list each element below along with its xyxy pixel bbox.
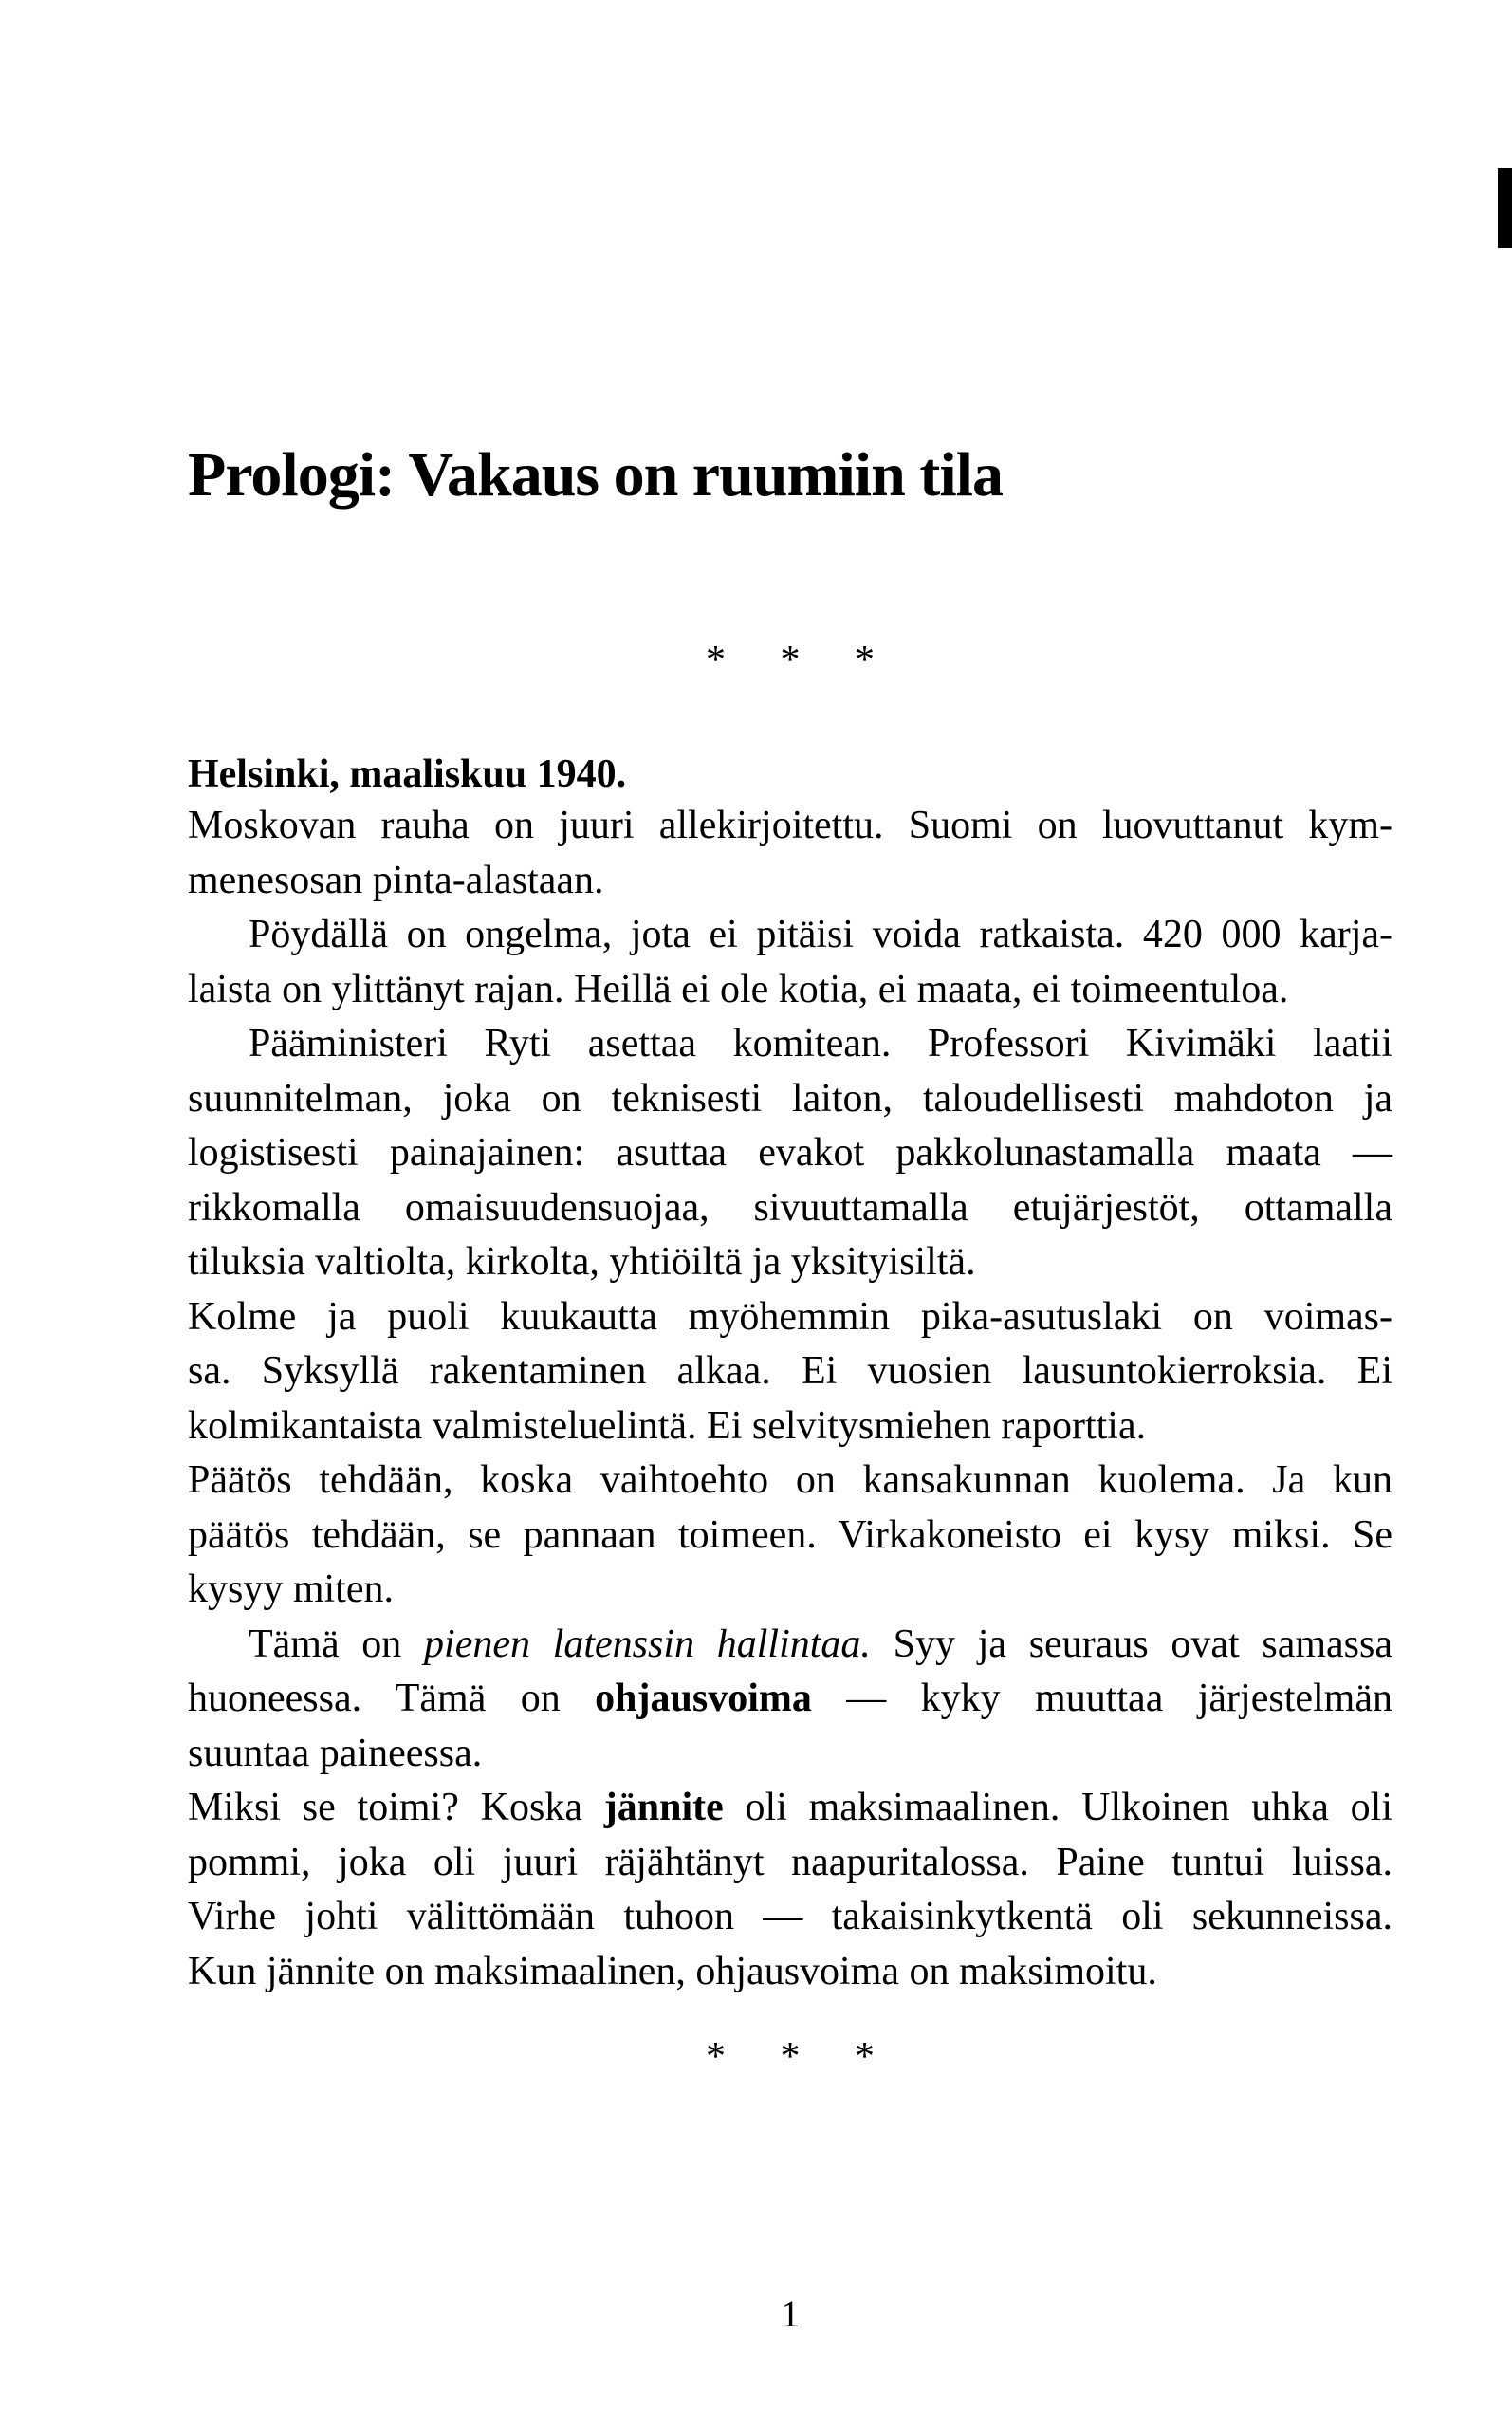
text-line bbox=[188, 1017, 1392, 1072]
text-line bbox=[188, 1781, 1392, 1836]
text-run: Kolme ja puoli kuukautta myöhemmin pika-asutuslaki on voimas- bbox=[188, 1294, 1392, 1339]
text-run: oli maksimaalinen. Ulkoinen uhka oli bbox=[723, 1786, 1392, 1829]
text-run: huoneessa. Tämä on bbox=[188, 1677, 596, 1720]
text-run: kysyy miten. bbox=[188, 1567, 394, 1611]
text-run: logistisesti painajainen: asuttaa evakot pakkolunastamalla maata — bbox=[188, 1131, 1392, 1175]
text-line bbox=[188, 1072, 1392, 1127]
text-run: suuntaa paineessa. bbox=[188, 1731, 483, 1775]
text-line bbox=[188, 1727, 1392, 1782]
text-run: suunnitelman, joka on teknisesti laiton, taloudellisesti mahdoton ja bbox=[188, 1076, 1392, 1121]
page-number: 1 bbox=[781, 2292, 800, 2335]
text-line bbox=[188, 1181, 1392, 1236]
text-line bbox=[188, 1399, 1392, 1455]
text-line bbox=[188, 1618, 1392, 1673]
section-divider-top: * * * bbox=[706, 639, 875, 682]
text-line bbox=[188, 1836, 1392, 1891]
bold-phrase: jännite bbox=[603, 1786, 724, 1829]
text-run: Päätös tehdään, koska vaihtoehto on kansakunnan kuolema. Ja kun bbox=[188, 1458, 1392, 1502]
text-run: tiluksia valtiolta, kirkolta, yhtiöiltä ja yksityisiltä. bbox=[188, 1240, 976, 1284]
text-run: Pääministeri Ryti asettaa komitean. Professori Kivimäki laatii bbox=[249, 1022, 1392, 1066]
text-run: pommi, joka oli juuri räjähtänyt naapuritalossa. Paine tuntui luissa. bbox=[188, 1840, 1392, 1884]
text-run: Kun jännite on maksimaalinen, ohjausvoima on maksimoitu. bbox=[188, 1949, 1157, 1993]
text-run: Syy ja seuraus ovat samassa bbox=[870, 1621, 1393, 1666]
chapter-corner-mark bbox=[1498, 168, 1512, 248]
text-line bbox=[188, 963, 1392, 1018]
text-run: kolmikantaista valmisteluelintä. Ei selvitysmiehen raporttia. bbox=[188, 1403, 1147, 1448]
text-run: Miksi se toimi? Koska bbox=[188, 1786, 604, 1829]
text-run: Virhe johti välittömään tuhoon — takaisinkytkentä oli sekunneissa. bbox=[188, 1895, 1392, 1938]
text-line bbox=[188, 799, 1392, 854]
text-run: menesosan pinta-alastaan. bbox=[188, 858, 604, 902]
text-run: Pöydällä on ongelma, jota ei pitäisi voida ratkaista. 420 000 karja- bbox=[249, 913, 1392, 956]
text-line bbox=[188, 1126, 1392, 1181]
italic-phrase: pienen latenssin hallintaa. bbox=[424, 1621, 871, 1666]
text-line bbox=[188, 1290, 1392, 1345]
text-line bbox=[188, 1945, 1392, 2000]
text-run: päätös tehdään, se pannaan toimeen. Virkakoneisto ei kysy miksi. Se bbox=[188, 1512, 1392, 1557]
dateline: Helsinki, maaliskuu 1940. bbox=[188, 752, 627, 796]
page-title: Prologi: Vakaus on ruumiin tila bbox=[188, 440, 1004, 510]
text-run: laista on ylittänyt rajan. Heillä ei ole kotia, ei maata, ei toimeentuloa. bbox=[188, 967, 1289, 1011]
text-line bbox=[188, 1890, 1392, 1945]
section-divider-bottom: * * * bbox=[706, 2035, 875, 2079]
text-run: sa. Syksyllä rakentaminen alkaa. Ei vuosien lausuntokierroksia. Ei bbox=[188, 1349, 1392, 1393]
text-run: Moskovan rauha on juuri allekirjoitettu. Suomi on luovuttanut kym- bbox=[188, 804, 1392, 847]
text-line bbox=[188, 1509, 1392, 1564]
text-line bbox=[188, 854, 1392, 909]
text-line bbox=[188, 1235, 1392, 1290]
text-run: rikkomalla omaisuudensuojaa, sivuuttamalla etujärjestöt, ottamalla bbox=[188, 1185, 1392, 1230]
text-run: Tämä on bbox=[249, 1621, 425, 1666]
body-text bbox=[188, 799, 1392, 1999]
text-line bbox=[188, 1563, 1392, 1618]
text-line bbox=[188, 1672, 1392, 1727]
text-run: — kyky muuttaa järjestelmän bbox=[811, 1677, 1392, 1720]
text-line bbox=[188, 908, 1392, 963]
bold-phrase: ohjausvoima bbox=[595, 1677, 812, 1720]
text-line bbox=[188, 1454, 1392, 1509]
text-line bbox=[188, 1344, 1392, 1399]
